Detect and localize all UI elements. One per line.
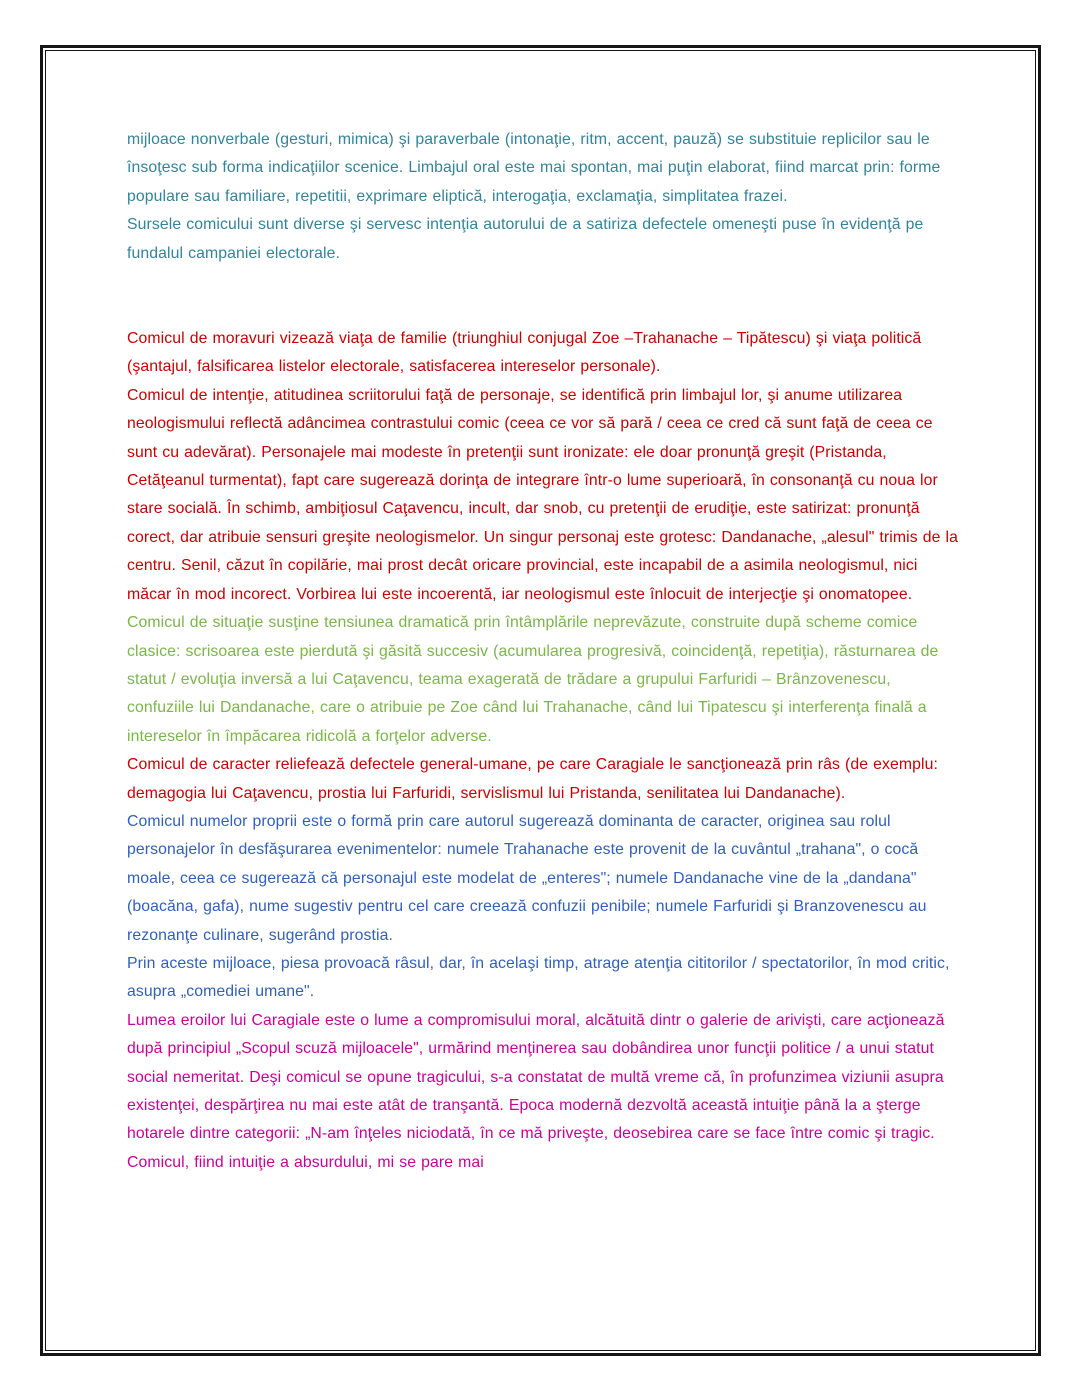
paragraph: Comicul numelor proprii este o formă prin care autorul sugerează dominanta de caracter, originea sau rolul personajelor în desfăşurarea evenimentelor: numele Trahanache este provenit de la cuvântul „trahana", o cocă moale, ceea ce sugerează că personajul este modelat de „enteres"; numele Dandanache vine de la „dandana" (boacăna, gafa), nume sugestiv pentru cel care creează confuzii penibile; numele Farfuridi şi Branzovenescu au rezonanţe culinare, sugerând prostia. [127,812,927,944]
paragraph: Comicul de intenţie, atitudinea scriitorului faţă de personaje, se identifică prin limbajul lor, şi anume utilizarea neologismului reflectă adâncimea contrastului comic (ceea ce vor să pară / ceea ce cred că sunt faţă de ceea ce sunt cu adevărat). Personajele mai modeste în pretenţii sunt ironizate: ele doar pronunţă greşit (Pristanda, Cetăţeanul turmentat), fapt care sugerează dorinţa de integrare într-o lume superioară, în consonanţă cu noua lor stare socială. În schimb, ambiţiosul Caţavencu, incult, dar snob, cu pretenţii de erudiţie, este satirizat: pronunţă corect, dar atribuie sensuri greşite neologismelor. Un singur personaj este grotesc: Dandanache, „alesul" trimis de la centru. Senil, căzut în copilărie, mai prost decât oricare provincial, este incapabil de a asimila neologismul, nici măcar în mod incorect. Vorbirea lui este incoerentă, iar neologismul este înlocuit de interjecţie şi onomatopee. [127,386,958,603]
paragraph: Comicul de caracter reliefează defectele general-umane, pe care Caragiale le sancţionează prin râs (de exemplu: demagogia lui Caţavencu, prostia lui Farfuridi, servislismul lui Pristanda, senilitatea lui Dandanache). [127,756,939,802]
paragraph: Comicul de situaţie susţine tensiunea dramatică prin întâmplările neprevăzute, construite după scheme comice clasice: scrisoarea este pierdută şi găsită succesiv (acumularea progresivă, coincidenţă, repetiţia), răsturnarea de statut / evoluţia inversă a lui Caţavencu, teama exagerată de trădare a grupului Farfuridi – Brânzovenescu, confuziile lui Dandanache, care o atribuie pe Zoe când lui Trahanache, când lui Tipatescu şi interferenţa finală a intereselor în împăcarea ridicolă a forţelor adverse. [127,614,939,745]
paragraph: mijloace nonverbale (gesturi, mimica) şi paraverbale (intonaţie, ritm, accent, pauză) se substituie replicilor sau le însoţesc sub forma indicaţiilor scenice. Limbajul oral este mai spontan, mai puţin elaborat, fiind marcat prin: forme populare sau familiare, repetitii, exprimare eliptică, interogaţia, exclamaţia, simplitatea frazei. [127,131,941,205]
paragraph: Sursele comicului sunt diverse şi servesc intenţia autorului de a satiriza defectele omeneşti puse în evidenţă pe fundalul campaniei electorale. [127,216,924,262]
paragraph: Prin aceste mijloace, piesa provoacă râsul, dar, în acelaşi timp, atrage atenţia cititorilor / spectatorilor, în mod critic, asupra „comediei umane". [127,954,950,1001]
document-content [44,49,1037,1352]
paragraph: Comicul de moravuri vizează viaţa de familie (triunghiul conjugal Zoe –Trahanache – Tipătescu) şi viaţa politică (şantajul, falsificarea listelor electorale, satisfacerea intereselor personale). [127,330,922,376]
paragraph: Lumea eroilor lui Caragiale este o lume a compromisului moral, alcătuită dintr o galerie de arivişti, care acţionează după principiul „Scopul scuză mijloacele", urmărind menţinerea sau dobândirea unor funcţii politice / a unui statut social nemeritat. Deşi comicul se opune tragicului, s-a constatat de multă vreme că, în profunzimea viziunii asupra existenţei, despărţirea nu mai este atât de tranşantă. Epoca modernă dezvoltă această intuiţie până la a şterge hotarele dintre categorii: „N-am înţeles niciodată, în ce mă priveşte, deosebirea care se face între comic şi tragic. Comicul, fiind intuiţie a absurdului, mi se pare mai [127,1011,945,1171]
